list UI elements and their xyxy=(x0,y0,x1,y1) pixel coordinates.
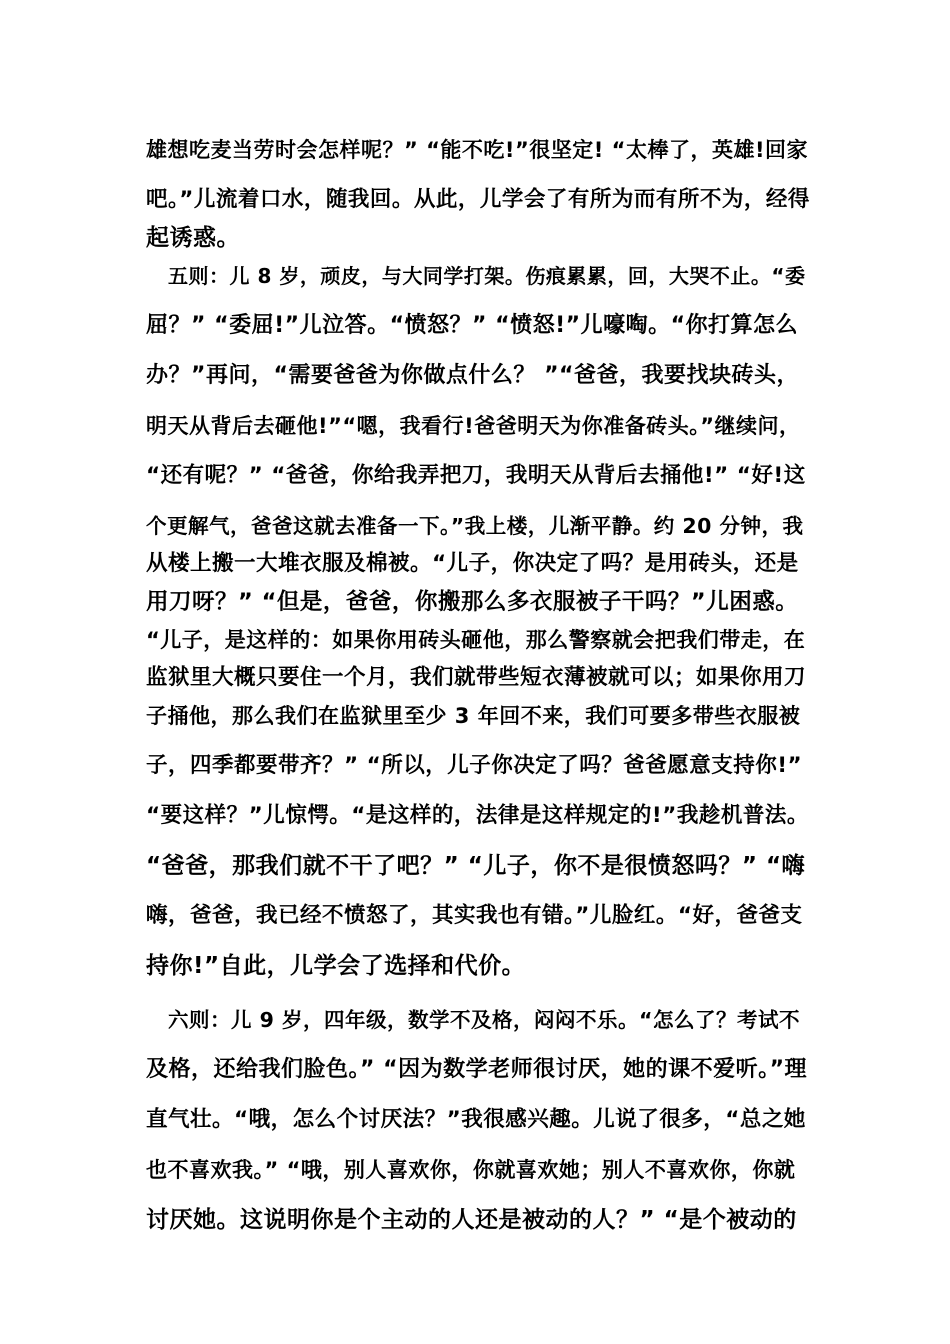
text-line: 用刀呀？” “但是，爸爸，你搬那么多衣服被子干吗？”儿困惑。 xyxy=(146,589,799,615)
text-line: 起诱惑。 xyxy=(146,225,240,251)
text-line: 屈？” “委屈!”儿泣答。“愤怒？” “愤怒!”儿嚎啕。“你打算怎么 xyxy=(146,313,799,338)
text-line: 个更解气，爸爸这就去准备一下。”我上楼，儿渐平静。约 20 分钟，我 xyxy=(146,514,804,538)
text-line: 直气壮。“哦，怎么个讨厌法？”我很感兴趣。儿说了很多，“总之她 xyxy=(146,1107,806,1132)
text-line: 子，四季都要带齐？” “所以，儿子你决定了吗？爸爸愿意支持你!” xyxy=(146,753,803,778)
text-line: 雄想吃麦当劳时会怎样呢？” “能不吃!”很坚定! “太棒了，英雄!回家 xyxy=(146,138,809,162)
text-line: “爸爸，那我们就不干了吧？” “儿子，你不是很愤怒吗？” “嗨 xyxy=(146,853,806,879)
text-line: 办？”再问，“需要爸爸为你做点什么？ ”“爸爸，我要找块砖头， xyxy=(146,363,799,388)
text-line: 明天从背后去砸他!”“嗯，我看行!爸爸明天为你准备砖头。”继续问， xyxy=(146,414,801,438)
text-line: 也不喜欢我。” “哦，别人喜欢你，你就喜欢她；别人不喜欢你，你就 xyxy=(146,1158,796,1182)
text-line: 子捅他，那么我们在监狱里至少 3 年回不来，我们可要多带些衣服被 xyxy=(146,704,801,728)
text-line: 监狱里大概只要住一个月，我们就带些短衣薄被就可以；如果你用刀 xyxy=(146,665,807,690)
text-line: 五则：儿 8 岁，顽皮，与大同学打架。伤痕累累，回，大哭不止。“委 xyxy=(168,264,806,288)
text-line: “还有呢？” “爸爸，你给我弄把刀，我明天从背后去捅他!” “好!这 xyxy=(146,463,806,488)
text-line: 嗨，爸爸，我已经不愤怒了，其实我也有错。”儿脸红。“好，爸爸支 xyxy=(146,903,803,928)
text-line: 持你!”自此，儿学会了选择和代价。 xyxy=(146,953,526,979)
text-line: 六则：儿 9 岁，四年级，数学不及格，闷闷不乐。“怎么了？考试不 xyxy=(168,1008,801,1032)
text-line: 讨厌她。这说明你是个主动的人还是被动的人？” “是个被动的 xyxy=(146,1207,797,1233)
text-line: “要这样？”儿惊愕。“是这样的，法律是这样规定的!”我趁机普法。 xyxy=(146,803,809,828)
text-line: 从楼上搬一大堆衣服及棉被。“儿子，你决定了吗？是用砖头，还是 xyxy=(146,551,799,576)
text-line: 吧。”儿流着口水，随我回。从此，儿学会了有所为而有所不为，经得 xyxy=(146,187,810,212)
text-line: 及格，还给我们脸色。” “因为数学老师很讨厌，她的课不爱听。”理 xyxy=(146,1057,808,1082)
text-line: “儿子，是这样的：如果你用砖头砸他，那么警察就会把我们带走，在 xyxy=(146,628,806,652)
